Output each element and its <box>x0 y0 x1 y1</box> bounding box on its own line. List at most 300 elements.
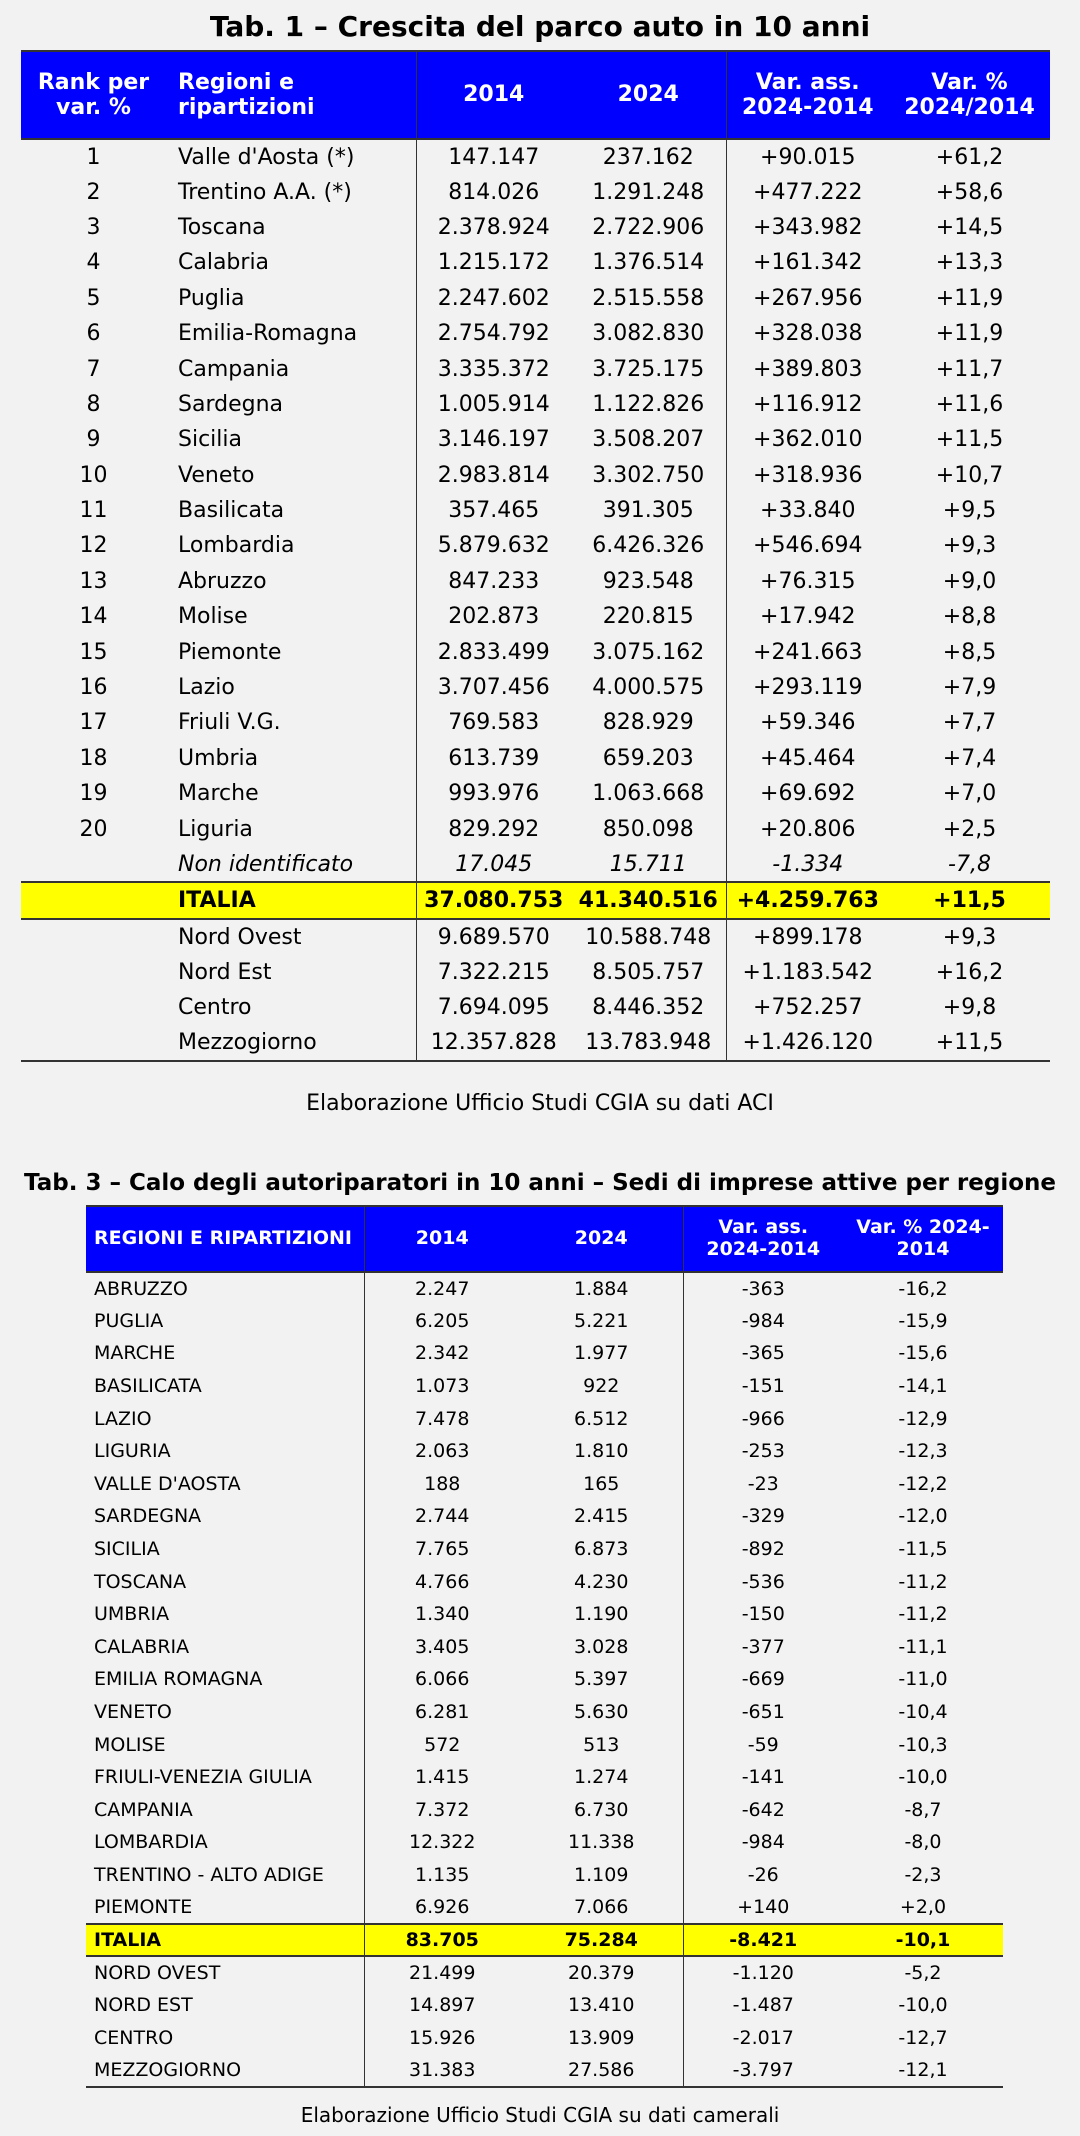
pct-change-cell: -15,9 <box>898 1309 948 1332</box>
region-cell: Non identificato <box>166 847 416 882</box>
abs-change-cell: +293.119 <box>753 675 863 701</box>
region-cell: Calabria <box>166 245 416 280</box>
abs-change-cell: +59.346 <box>760 710 856 736</box>
abs-change-cell: -59 <box>747 1733 779 1756</box>
table-row <box>86 1728 1003 1761</box>
region-cell: Puglia <box>166 281 416 316</box>
value-2024-cell: 27.586 <box>520 2054 683 2087</box>
value-2014-cell: 829.292 <box>448 816 540 842</box>
pct-change-cell: +13,3 <box>935 250 1004 276</box>
value-2024-cell: 13.783.948 <box>571 1025 726 1060</box>
value-2024-cell: 513 <box>520 1728 683 1761</box>
table-row <box>86 1272 1003 1305</box>
value-2014-cell: 14.897 <box>409 1994 476 2017</box>
value-2024-cell: 5.221 <box>520 1305 683 1338</box>
region-cell: Trentino A.A. (*) <box>166 174 416 209</box>
table-row <box>21 139 1050 174</box>
pct-change-cell: -10,3 <box>898 1733 948 1756</box>
table1-source-note: Elaborazione Ufficio Studi CGIA su dati ACI <box>306 1091 774 1116</box>
pct-change-cell: +9,5 <box>942 498 997 524</box>
value-2024-cell: 1.977 <box>520 1337 683 1370</box>
abs-change-cell: -365 <box>741 1342 785 1365</box>
pct-change-cell: -8,0 <box>904 1831 942 1854</box>
region-cell: Nord Est <box>166 955 416 990</box>
table3-title: Tab. 3 – Calo degli autoriparatori in 10 anni – Sedi di imprese attive per regione <box>23 1170 1056 1196</box>
table-row <box>86 1402 1003 1435</box>
region-cell: Sicilia <box>166 422 416 457</box>
region-cell: PUGLIA <box>86 1305 364 1338</box>
abs-change-cell: -363 <box>741 1277 785 1300</box>
pct-change-cell: +9,3 <box>942 924 997 950</box>
value-2014-cell: 2.983.814 <box>437 462 550 488</box>
pct-change-cell: -10,1 <box>843 1924 1003 1957</box>
table-row <box>21 811 1050 846</box>
table-row <box>86 1663 1003 1696</box>
region-cell: CALABRIA <box>86 1631 364 1664</box>
pct-change-cell: -12,3 <box>898 1440 948 1463</box>
value-2024-cell: 1.274 <box>520 1761 683 1794</box>
value-2014-cell: 188 <box>424 1472 461 1495</box>
pct-change-cell: +8,5 <box>942 639 997 665</box>
header-abs-change: Var. ass. 2024-2014 <box>726 51 889 139</box>
value-2024-cell: 6.426.326 <box>571 528 726 563</box>
region-cell: Centro <box>166 990 416 1025</box>
abs-change-cell: +477.222 <box>753 179 863 205</box>
abs-change-cell: +17.942 <box>760 604 856 630</box>
value-2014-cell: 202.873 <box>448 604 540 630</box>
value-2014-cell: 2.247.602 <box>437 285 550 311</box>
area-row <box>21 919 1050 954</box>
abs-change-cell: +69.692 <box>760 781 856 807</box>
value-2014-cell: 6.281 <box>415 1701 470 1724</box>
region-cell: BASILICATA <box>86 1370 364 1403</box>
area-row <box>21 990 1050 1025</box>
value-2014-cell: 3.146.197 <box>437 427 550 453</box>
pct-change-cell: -8,7 <box>904 1798 942 1821</box>
value-2014-cell: 9.689.570 <box>437 924 550 950</box>
value-2014-cell: 15.926 <box>409 2026 476 2049</box>
pct-change-cell: +2,0 <box>899 1896 947 1919</box>
rank-cell: 14 <box>79 604 108 630</box>
table-row <box>86 1370 1003 1403</box>
header-pct-change: Var. % 2024-2014 <box>843 1206 1003 1272</box>
value-2014-cell: 2.378.924 <box>437 214 550 240</box>
region-cell: UMBRIA <box>86 1598 364 1631</box>
region-cell: ITALIA <box>86 1924 364 1957</box>
value-2024-cell: 8.505.757 <box>571 955 726 990</box>
value-2024-cell: 6.873 <box>520 1533 683 1566</box>
abs-change-cell: -151 <box>741 1375 785 1398</box>
table-row <box>86 1598 1003 1631</box>
table-row <box>21 741 1050 776</box>
abs-change-cell: +140 <box>737 1896 790 1919</box>
region-cell: Campania <box>166 351 416 386</box>
abs-change-cell: +76.315 <box>760 568 856 594</box>
rank-cell: 16 <box>79 675 108 701</box>
header-pct-change: Var. % 2024/2014 <box>889 51 1050 139</box>
value-2014-cell: 6.926 <box>415 1896 470 1919</box>
table-row <box>86 1337 1003 1370</box>
region-cell: Lazio <box>166 670 416 705</box>
value-2014-cell: 1.073 <box>415 1375 470 1398</box>
abs-change-cell: -377 <box>741 1635 785 1658</box>
rank-cell <box>21 919 166 954</box>
region-cell: TOSCANA <box>86 1565 364 1598</box>
table-row <box>86 1631 1003 1664</box>
table3-header-row <box>86 1206 1003 1272</box>
abs-change-cell: +45.464 <box>760 745 856 771</box>
header-abs-change: Var. ass. 2024-2014 <box>683 1206 843 1272</box>
pct-change-cell: +61,2 <box>935 144 1004 170</box>
pct-change-cell: -11,0 <box>898 1668 948 1691</box>
value-2024-cell: 4.000.575 <box>571 670 726 705</box>
pct-change-cell: +9,8 <box>942 995 997 1021</box>
pct-change-cell: -10,0 <box>898 1766 948 1789</box>
region-cell: Mezzogiorno <box>166 1025 416 1060</box>
abs-change-cell: -651 <box>741 1701 785 1724</box>
abs-change-cell: +161.342 <box>753 250 863 276</box>
table-row <box>86 1696 1003 1729</box>
table-row <box>21 705 1050 740</box>
pct-change-cell: +11,7 <box>935 356 1004 382</box>
region-cell: SARDEGNA <box>86 1500 364 1533</box>
pct-change-cell: -12,9 <box>898 1407 948 1430</box>
abs-change-cell: -642 <box>741 1798 785 1821</box>
value-2014-cell: 1.340 <box>415 1603 470 1626</box>
rank-cell: 4 <box>86 250 101 276</box>
table-row <box>86 1468 1003 1501</box>
region-cell: Molise <box>166 599 416 634</box>
table1-header-row <box>21 51 1050 139</box>
region-cell: MEZZOGIORNO <box>86 2054 364 2087</box>
abs-change-cell: +1.426.120 <box>742 1030 873 1056</box>
pct-change-cell: +2,5 <box>942 816 997 842</box>
value-2014-cell: 3.707.456 <box>437 675 550 701</box>
value-2014-cell: 2.342 <box>415 1342 470 1365</box>
value-2014-cell: 814.026 <box>448 179 540 205</box>
table-row <box>86 1891 1003 1924</box>
value-2014-cell: 847.233 <box>448 568 540 594</box>
abs-change-cell: +4.259.763 <box>726 882 889 919</box>
value-2014-cell: 4.766 <box>415 1570 470 1593</box>
value-2024-cell: 1.376.514 <box>571 245 726 280</box>
rank-cell: 8 <box>86 391 101 417</box>
pct-change-cell: -11,1 <box>898 1635 948 1658</box>
pct-change-cell: -12,2 <box>898 1472 948 1495</box>
region-cell: Emilia-Romagna <box>166 316 416 351</box>
area-row <box>21 1025 1050 1060</box>
value-2014-cell: 21.499 <box>409 1962 476 1985</box>
pct-change-cell: +11,5 <box>935 1030 1004 1056</box>
table-row <box>86 1761 1003 1794</box>
value-2024-cell: 3.028 <box>520 1631 683 1664</box>
rank-cell: 17 <box>79 710 108 736</box>
value-2014-cell: 5.879.632 <box>437 533 550 559</box>
abs-change-cell: +20.806 <box>760 816 856 842</box>
vehicle-fleet-growth-table <box>21 50 1050 1062</box>
pct-change-cell: -11,2 <box>898 1570 948 1593</box>
value-2014-cell: 7.478 <box>415 1407 470 1430</box>
value-2014-cell: 3.335.372 <box>437 356 550 382</box>
abs-change-cell: -1.120 <box>732 1962 794 1985</box>
abs-change-cell: -669 <box>741 1668 785 1691</box>
pct-change-cell: -10,4 <box>898 1701 948 1724</box>
header-2024: 2024 <box>520 1206 683 1272</box>
pct-change-cell: +11,9 <box>935 285 1004 311</box>
region-cell: Veneto <box>166 458 416 493</box>
value-2024-cell: 1.810 <box>520 1435 683 1468</box>
region-cell: CAMPANIA <box>86 1794 364 1827</box>
abs-change-cell: -984 <box>741 1309 785 1332</box>
value-2014-cell: 769.583 <box>448 710 540 736</box>
region-cell: LAZIO <box>86 1402 364 1435</box>
region-cell: NORD OVEST <box>86 1956 364 1989</box>
rank-cell <box>21 990 166 1025</box>
rank-cell: 2 <box>86 179 101 205</box>
table-row <box>21 316 1050 351</box>
region-cell: PIEMONTE <box>86 1891 364 1924</box>
pct-change-cell: -11,5 <box>898 1538 948 1561</box>
value-2014-cell: 12.322 <box>409 1831 476 1854</box>
pct-change-cell: +7,4 <box>942 745 997 771</box>
pct-change-cell: -16,2 <box>898 1277 948 1300</box>
pct-change-cell: +11,9 <box>935 321 1004 347</box>
rank-cell: 15 <box>79 639 108 665</box>
pct-change-cell: +7,0 <box>942 781 997 807</box>
region-cell: Umbria <box>166 741 416 776</box>
region-cell: VENETO <box>86 1696 364 1729</box>
abs-change-cell: -23 <box>747 1472 779 1495</box>
abs-change-cell: -150 <box>741 1603 785 1626</box>
value-2024-cell: 237.162 <box>571 139 726 174</box>
value-2024-cell: 850.098 <box>571 811 726 846</box>
value-2024-cell: 2.722.906 <box>571 210 726 245</box>
table-row <box>86 1305 1003 1338</box>
value-2024-cell: 391.305 <box>571 493 726 528</box>
abs-change-cell: +328.038 <box>753 321 863 347</box>
value-2024-cell: 7.066 <box>520 1891 683 1924</box>
header-2014: 2014 <box>364 1206 520 1272</box>
pct-change-cell: +11,5 <box>935 427 1004 453</box>
value-2024-cell: 165 <box>520 1468 683 1501</box>
table-row <box>86 1500 1003 1533</box>
pct-change-cell: +9,0 <box>942 568 997 594</box>
abs-change-cell: -26 <box>747 1863 779 1886</box>
abs-change-cell: -984 <box>741 1831 785 1854</box>
value-2024-cell: 13.909 <box>520 2022 683 2055</box>
value-2024-cell: 6.730 <box>520 1794 683 1827</box>
value-2014-cell: 2.833.499 <box>437 639 550 665</box>
total-row-italia <box>86 1924 1003 1957</box>
region-cell: TRENTINO - ALTO ADIGE <box>86 1859 364 1892</box>
region-cell: Piemonte <box>166 634 416 669</box>
pct-change-cell: -10,0 <box>898 1994 948 2017</box>
table-row <box>21 458 1050 493</box>
region-cell: MOLISE <box>86 1728 364 1761</box>
region-cell: Nord Ovest <box>166 919 416 954</box>
header-2024: 2024 <box>571 51 726 139</box>
table-row <box>86 1533 1003 1566</box>
rank-cell <box>21 882 166 919</box>
pct-change-cell: +58,6 <box>935 179 1004 205</box>
rank-cell: 11 <box>79 498 108 524</box>
table-row <box>21 387 1050 422</box>
value-2024-cell: 2.515.558 <box>571 281 726 316</box>
value-2024-cell: 659.203 <box>571 741 726 776</box>
value-2024-cell: 1.190 <box>520 1598 683 1631</box>
value-2024-cell: 75.284 <box>520 1924 683 1957</box>
region-cell: Friuli V.G. <box>166 705 416 740</box>
rank-cell: 18 <box>79 745 108 771</box>
abs-change-cell: -892 <box>741 1538 785 1561</box>
area-row <box>21 955 1050 990</box>
rank-cell: 10 <box>79 462 108 488</box>
pct-change-cell: -2,3 <box>904 1863 942 1886</box>
table-row <box>21 210 1050 245</box>
abs-change-cell: +116.912 <box>753 391 863 417</box>
value-2014-cell: 3.405 <box>415 1635 470 1658</box>
abs-change-cell: -1.334 <box>772 851 844 877</box>
region-cell: ITALIA <box>166 882 416 919</box>
abs-change-cell: -141 <box>741 1766 785 1789</box>
pct-change-cell: +16,2 <box>935 959 1004 985</box>
table-row <box>21 528 1050 563</box>
abs-change-cell: +343.982 <box>753 214 863 240</box>
region-cell: Toscana <box>166 210 416 245</box>
table-row <box>86 1435 1003 1468</box>
pct-change-cell: -12,1 <box>898 2059 948 2082</box>
value-2014-cell: 572 <box>424 1733 461 1756</box>
value-2024-cell: 1.063.668 <box>571 776 726 811</box>
value-2014-cell: 1.215.172 <box>437 250 550 276</box>
header-2014: 2014 <box>416 51 571 139</box>
value-2014-cell: 6.205 <box>415 1309 470 1332</box>
abs-change-cell: +1.183.542 <box>742 959 873 985</box>
value-2014-cell: 17.045 <box>455 851 533 877</box>
abs-change-cell: +362.010 <box>753 427 863 453</box>
table-row <box>21 634 1050 669</box>
value-2024-cell: 15.711 <box>571 847 726 882</box>
value-2024-cell: 2.415 <box>520 1500 683 1533</box>
rank-cell: 13 <box>79 568 108 594</box>
table-row <box>21 776 1050 811</box>
rank-cell: 9 <box>86 427 101 453</box>
table-row <box>86 1565 1003 1598</box>
value-2014-cell: 7.765 <box>415 1538 470 1561</box>
table1-title: Tab. 1 – Crescita del parco auto in 10 anni <box>209 10 871 43</box>
pct-change-cell: +7,7 <box>942 710 997 736</box>
total-row-italia <box>21 882 1050 919</box>
rank-cell: 12 <box>79 533 108 559</box>
region-cell: EMILIA ROMAGNA <box>86 1663 364 1696</box>
pct-change-cell: +11,6 <box>935 391 1004 417</box>
table-row <box>21 174 1050 209</box>
abs-change-cell: +899.178 <box>753 924 863 950</box>
pct-change-cell: -7,8 <box>948 851 991 877</box>
pct-change-cell: -15,6 <box>898 1342 948 1365</box>
value-2014-cell: 2.754.792 <box>437 321 550 347</box>
table-row <box>21 564 1050 599</box>
value-2024-cell: 20.379 <box>520 1956 683 1989</box>
table-row <box>21 422 1050 457</box>
region-cell: Marche <box>166 776 416 811</box>
abs-change-cell: -2.017 <box>732 2026 794 2049</box>
abs-change-cell: +241.663 <box>753 639 863 665</box>
abs-change-cell: -966 <box>741 1407 785 1430</box>
abs-change-cell: -8.421 <box>683 1924 843 1957</box>
value-2024-cell: 3.082.830 <box>571 316 726 351</box>
rank-cell: 7 <box>86 356 101 382</box>
region-cell: LIGURIA <box>86 1435 364 1468</box>
value-2024-cell: 922 <box>520 1370 683 1403</box>
value-2024-cell: 3.725.175 <box>571 351 726 386</box>
unidentified-row <box>21 847 1050 882</box>
region-cell: FRIULI-VENEZIA GIULIA <box>86 1761 364 1794</box>
header-rank: Rank per var. % <box>21 51 166 139</box>
value-2014-cell: 2.247 <box>415 1277 470 1300</box>
value-2014-cell: 993.976 <box>448 781 540 807</box>
region-cell: ABRUZZO <box>86 1272 364 1305</box>
abs-change-cell: +267.956 <box>753 285 863 311</box>
pct-change-cell: +7,9 <box>942 675 997 701</box>
value-2024-cell: 41.340.516 <box>571 882 726 919</box>
value-2024-cell: 11.338 <box>520 1826 683 1859</box>
rank-cell <box>21 955 166 990</box>
region-cell: Sardegna <box>166 387 416 422</box>
abs-change-cell: -1.487 <box>732 1994 794 2017</box>
rank-cell: 3 <box>86 214 101 240</box>
value-2014-cell: 1.135 <box>415 1863 470 1886</box>
abs-change-cell: +90.015 <box>760 144 856 170</box>
auto-repairers-decline-table <box>86 1205 1003 2088</box>
value-2014-cell: 7.322.215 <box>437 959 550 985</box>
area-row <box>86 2022 1003 2055</box>
value-2024-cell: 6.512 <box>520 1402 683 1435</box>
value-2014-cell: 1.415 <box>415 1766 470 1789</box>
value-2014-cell: 613.739 <box>448 745 540 771</box>
value-2024-cell: 3.508.207 <box>571 422 726 457</box>
table3-source-note: Elaborazione Ufficio Studi CGIA su dati camerali <box>300 2103 780 2127</box>
value-2014-cell: 31.383 <box>409 2059 476 2082</box>
area-row <box>86 1989 1003 2022</box>
pct-change-cell: -5,2 <box>904 1962 942 1985</box>
value-2014-cell: 12.357.828 <box>430 1030 557 1056</box>
region-cell: MARCHE <box>86 1337 364 1370</box>
table-row <box>21 670 1050 705</box>
region-cell: LOMBARDIA <box>86 1826 364 1859</box>
abs-change-cell: -3.797 <box>732 2059 794 2082</box>
value-2024-cell: 4.230 <box>520 1565 683 1598</box>
pct-change-cell: +11,5 <box>889 882 1050 919</box>
value-2024-cell: 5.630 <box>520 1696 683 1729</box>
region-cell: CENTRO <box>86 2022 364 2055</box>
region-cell: VALLE D'AOSTA <box>86 1468 364 1501</box>
table-row <box>86 1794 1003 1827</box>
value-2024-cell: 1.884 <box>520 1272 683 1305</box>
pct-change-cell: +14,5 <box>935 214 1004 240</box>
value-2014-cell: 2.744 <box>415 1505 470 1528</box>
pct-change-cell: +10,7 <box>935 462 1004 488</box>
table-row <box>86 1859 1003 1892</box>
area-row <box>86 2054 1003 2087</box>
value-2024-cell: 923.548 <box>571 564 726 599</box>
region-cell: SICILIA <box>86 1533 364 1566</box>
header-region: REGIONI E RIPARTIZIONI <box>86 1206 364 1272</box>
value-2024-cell: 3.075.162 <box>571 634 726 669</box>
value-2014-cell: 357.465 <box>448 498 540 524</box>
abs-change-cell: +33.840 <box>760 498 856 524</box>
value-2024-cell: 1.109 <box>520 1859 683 1892</box>
